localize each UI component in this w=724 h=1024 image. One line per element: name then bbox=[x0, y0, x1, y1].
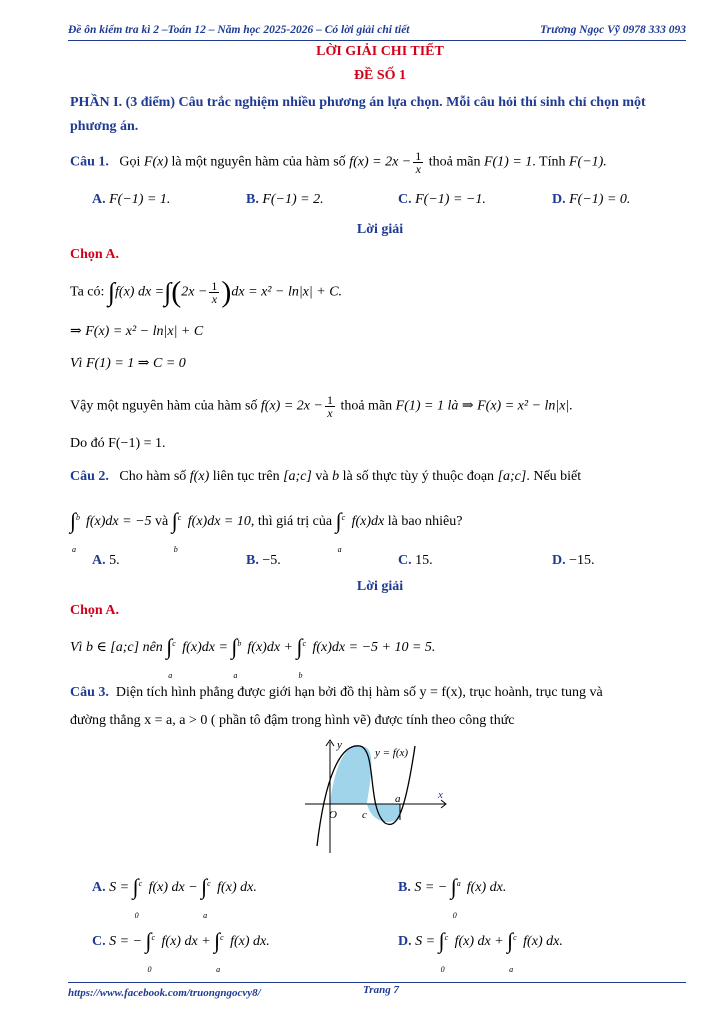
q1-stem bbox=[70, 150, 690, 175]
q2-stem-line2: ∫ b a f(x)dx = −5 và ∫ c b f(x)dx = 10, thì giá trị của ∫ c a f(x)dx là bao nhiêu? bbox=[70, 508, 463, 554]
q2-option-a[interactable]: A. 5. bbox=[92, 553, 120, 568]
q1-sol-line4: Vậy một nguyên hàm của hàm số f(x) = 2x − $\frac{1}{x}$ thoả mãn F(1) = 1 là ⇒ F(x) = x² − ln|x|. bbox=[70, 393, 573, 420]
q2-choice: Chọn A. bbox=[70, 603, 120, 618]
footer-link[interactable]: https://www.facebook.com/truongngocvy8/ bbox=[68, 987, 261, 999]
q1-label: Câu 1. bbox=[70, 154, 109, 170]
q2-option-d[interactable]: D. −15. bbox=[552, 553, 595, 568]
graph-label-x: x bbox=[438, 789, 443, 801]
header-left: Đề ôn kiểm tra kì 2 –Toán 12 – Năm học 2025-2026 – Có lời giải chi tiết bbox=[68, 24, 410, 36]
q1-sol-line3: Vì F(1) = 1 ⇒ C = 0 bbox=[70, 356, 186, 371]
graph-label-a: a bbox=[395, 793, 401, 805]
q1-option-d[interactable]: D. F(−1) = 0. bbox=[552, 192, 631, 207]
q2-option-c[interactable]: C. 15. bbox=[398, 553, 433, 568]
q1-ask: F(−1). bbox=[568, 154, 607, 170]
q1-option-c[interactable]: C. F(−1) = −1. bbox=[398, 192, 486, 207]
graph-label-function: y = f(x) bbox=[375, 747, 409, 759]
page-footer bbox=[68, 982, 686, 1001]
part-heading-line1: PHẦN I. (3 điểm) Câu trắc nghiệm nhiều phương án lựa chọn. Mỗi câu hỏi thí sinh chỉ chọn một bbox=[70, 95, 646, 110]
page-number: Trang 7 bbox=[363, 984, 399, 996]
header-right: Trương Ngọc Vỹ 0978 333 093 bbox=[540, 24, 686, 36]
q3-graph bbox=[305, 738, 450, 856]
q1-frac: $\frac{1}{x}$ bbox=[415, 149, 422, 176]
doc-title: LỜI GIẢI CHI TIẾT bbox=[316, 44, 444, 59]
q1-sol-line2: ⇒ F(x) = x² − ln|x| + C bbox=[70, 324, 204, 339]
shaded-region-positive bbox=[330, 745, 371, 804]
page-header bbox=[68, 24, 686, 41]
q2-stem-line1: Câu 2. Cho hàm số f(x) liên tục trên [a;c] và b là số thực tùy ý thuộc đoạn [a;c]. Nếu biết bbox=[70, 469, 582, 484]
q3-option-c[interactable]: C. S = − ∫ c 0 f(x) dx + ∫ c a f(x) dx. bbox=[92, 928, 270, 974]
q1-text: . Tính bbox=[532, 154, 566, 170]
q1-cond: F(1) = 1 bbox=[483, 154, 533, 170]
doc-subtitle: ĐỀ SỐ 1 bbox=[353, 68, 407, 83]
q1-f: f(x) = 2x − bbox=[349, 154, 412, 170]
q3-option-a[interactable]: A. S = ∫ c 0 f(x) dx − ∫ c a f(x) dx. bbox=[92, 874, 257, 920]
q3-option-b[interactable]: B. S = − ∫ a 0 f(x) dx. bbox=[398, 874, 507, 920]
q3-stem-line1: Câu 3. Diện tích hình phẳng được giới hạn bởi đồ thị hàm số y = f(x), trục hoành, trục tung và bbox=[70, 685, 603, 700]
q1-fx: F(x) bbox=[143, 154, 168, 170]
q2-option-b[interactable]: B. −5. bbox=[246, 553, 281, 568]
q2-sol-line1: Vì b ∈ [a;c] nên ∫ c a f(x)dx = ∫ b a f(x)dx + ∫ c b f(x)dx = −5 + 10 = 5. bbox=[70, 634, 436, 680]
q3-option-d[interactable]: D. S = ∫ c 0 f(x) dx + ∫ c a f(x) dx. bbox=[398, 928, 563, 974]
q1-option-b[interactable]: B. F(−1) = 2. bbox=[246, 192, 324, 207]
q3-stem-line2: đường thẳng x = a, a > 0 ( phần tô đậm trong hình vẽ) được tính theo công thức bbox=[70, 713, 515, 728]
q1-solution-title: Lời giải bbox=[356, 222, 404, 237]
q1-text: Gọi bbox=[119, 154, 141, 170]
q1-option-a[interactable]: A. F(−1) = 1. bbox=[92, 192, 171, 207]
q1-sol-line5: Do đó F(−1) = 1. bbox=[70, 436, 166, 451]
shaded-region-negative bbox=[367, 804, 400, 822]
graph-label-y: y bbox=[337, 739, 342, 751]
part-heading-line2: phương án. bbox=[70, 119, 139, 134]
graph-label-c: c bbox=[362, 809, 367, 821]
q1-sol-line1: Ta có: ∫f(x) dx =∫(2x − $\frac{1}{x}$ )dx = x² − ln|x| + C. bbox=[70, 275, 343, 309]
graph-label-origin: O bbox=[329, 809, 337, 821]
q1-choice: Chọn A. bbox=[70, 247, 120, 262]
q1-text: là một nguyên hàm của hàm số bbox=[171, 154, 346, 170]
q1-text: thoả mãn bbox=[428, 154, 481, 170]
q2-solution-title: Lời giải bbox=[356, 579, 404, 594]
